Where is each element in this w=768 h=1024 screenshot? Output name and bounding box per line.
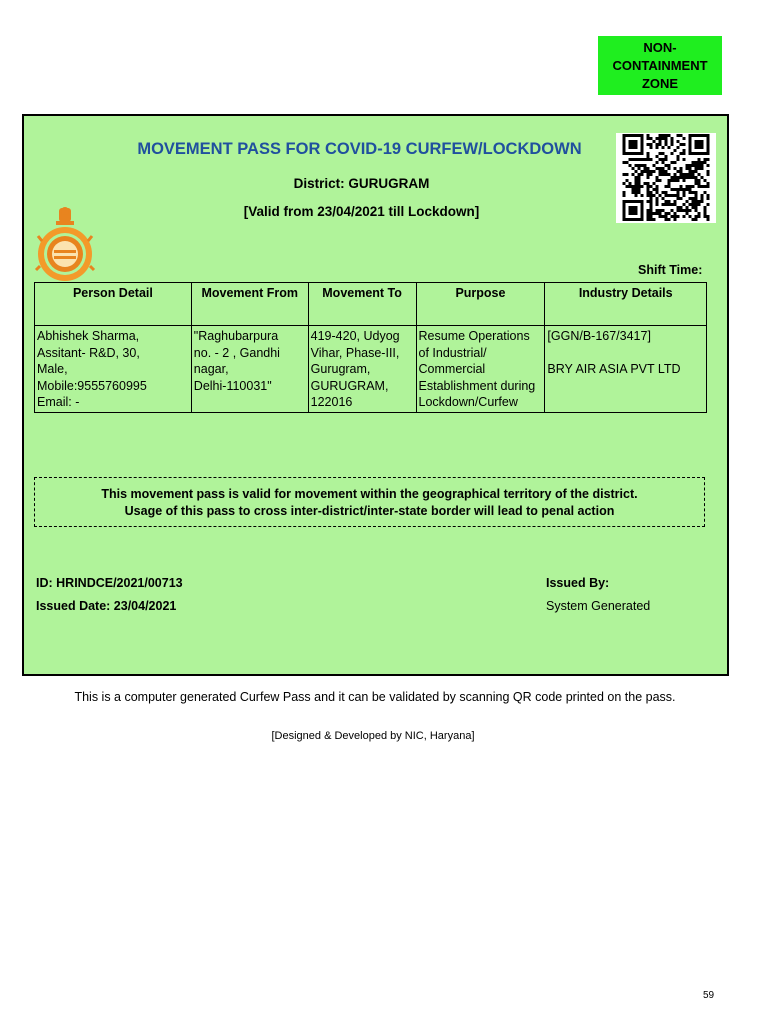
cell-movement-to: 419-420, Udyog Vihar, Phase-III, Gurugram, GURUGRAM, 122016 <box>308 326 416 413</box>
cell-purpose: Resume Operations of Industrial/ Commercial Establishment during Lockdown/Curfew <box>416 326 545 413</box>
non-containment-zone-badge <box>598 36 722 95</box>
validity-notice <box>34 477 705 527</box>
qr-code-icon <box>616 133 716 223</box>
movement-pass-card <box>22 114 729 676</box>
cell-movement-from: "Raghubarpura no. - 2 , Gandhi nagar, Delhi-110031" <box>191 326 308 413</box>
header-movement-to: Movement To <box>308 283 416 326</box>
pass-title: MOVEMENT PASS FOR COVID-19 CURFEW/LOCKDOWN <box>137 140 582 158</box>
cell-person-detail: Abhishek Sharma, Assitant- R&D, 30, Male, Mobile:9555760995 Email: - <box>35 326 192 413</box>
notice-line-2: Usage of this pass to cross inter-district/inter-state border will lead to penal action <box>124 504 615 518</box>
notice-line-1: This movement pass is valid for movement within the geographical territory of the district. <box>101 487 638 501</box>
page-number: 59 <box>703 990 715 1001</box>
header-purpose: Purpose <box>416 283 545 326</box>
header-industry-details: Industry Details <box>545 283 707 326</box>
issued-date: Issued Date: 23/04/2021 <box>36 599 177 613</box>
validity-label: [Valid from 23/04/2021 till Lockdown] <box>243 204 480 219</box>
pass-id: ID: HRINDCE/2021/00713 <box>36 576 183 590</box>
shift-time-label: Shift Time: <box>638 263 703 277</box>
cell-industry-details: [GGN/B-167/3417] BRY AIR ASIA PVT LTD <box>545 326 707 413</box>
district-label: District: GURUGRAM <box>293 176 430 191</box>
zone-badge-label: NON-CONTAINMENT ZONE <box>612 39 708 91</box>
table-header-row <box>35 283 707 326</box>
issued-by-label: Issued By: <box>546 576 610 590</box>
footer-note: This is a computer generated Curfew Pass and it can be validated by scanning QR code printed on the pass. <box>74 690 676 704</box>
header-person-detail: Person Detail <box>35 283 192 326</box>
table-row <box>35 326 707 413</box>
developer-credit: [Designed & Developed by NIC, Haryana] <box>271 730 475 742</box>
pass-details-table <box>34 282 707 413</box>
header-movement-from: Movement From <box>191 283 308 326</box>
haryana-state-emblem-icon <box>34 206 96 284</box>
issued-by-value: System Generated <box>546 599 651 613</box>
